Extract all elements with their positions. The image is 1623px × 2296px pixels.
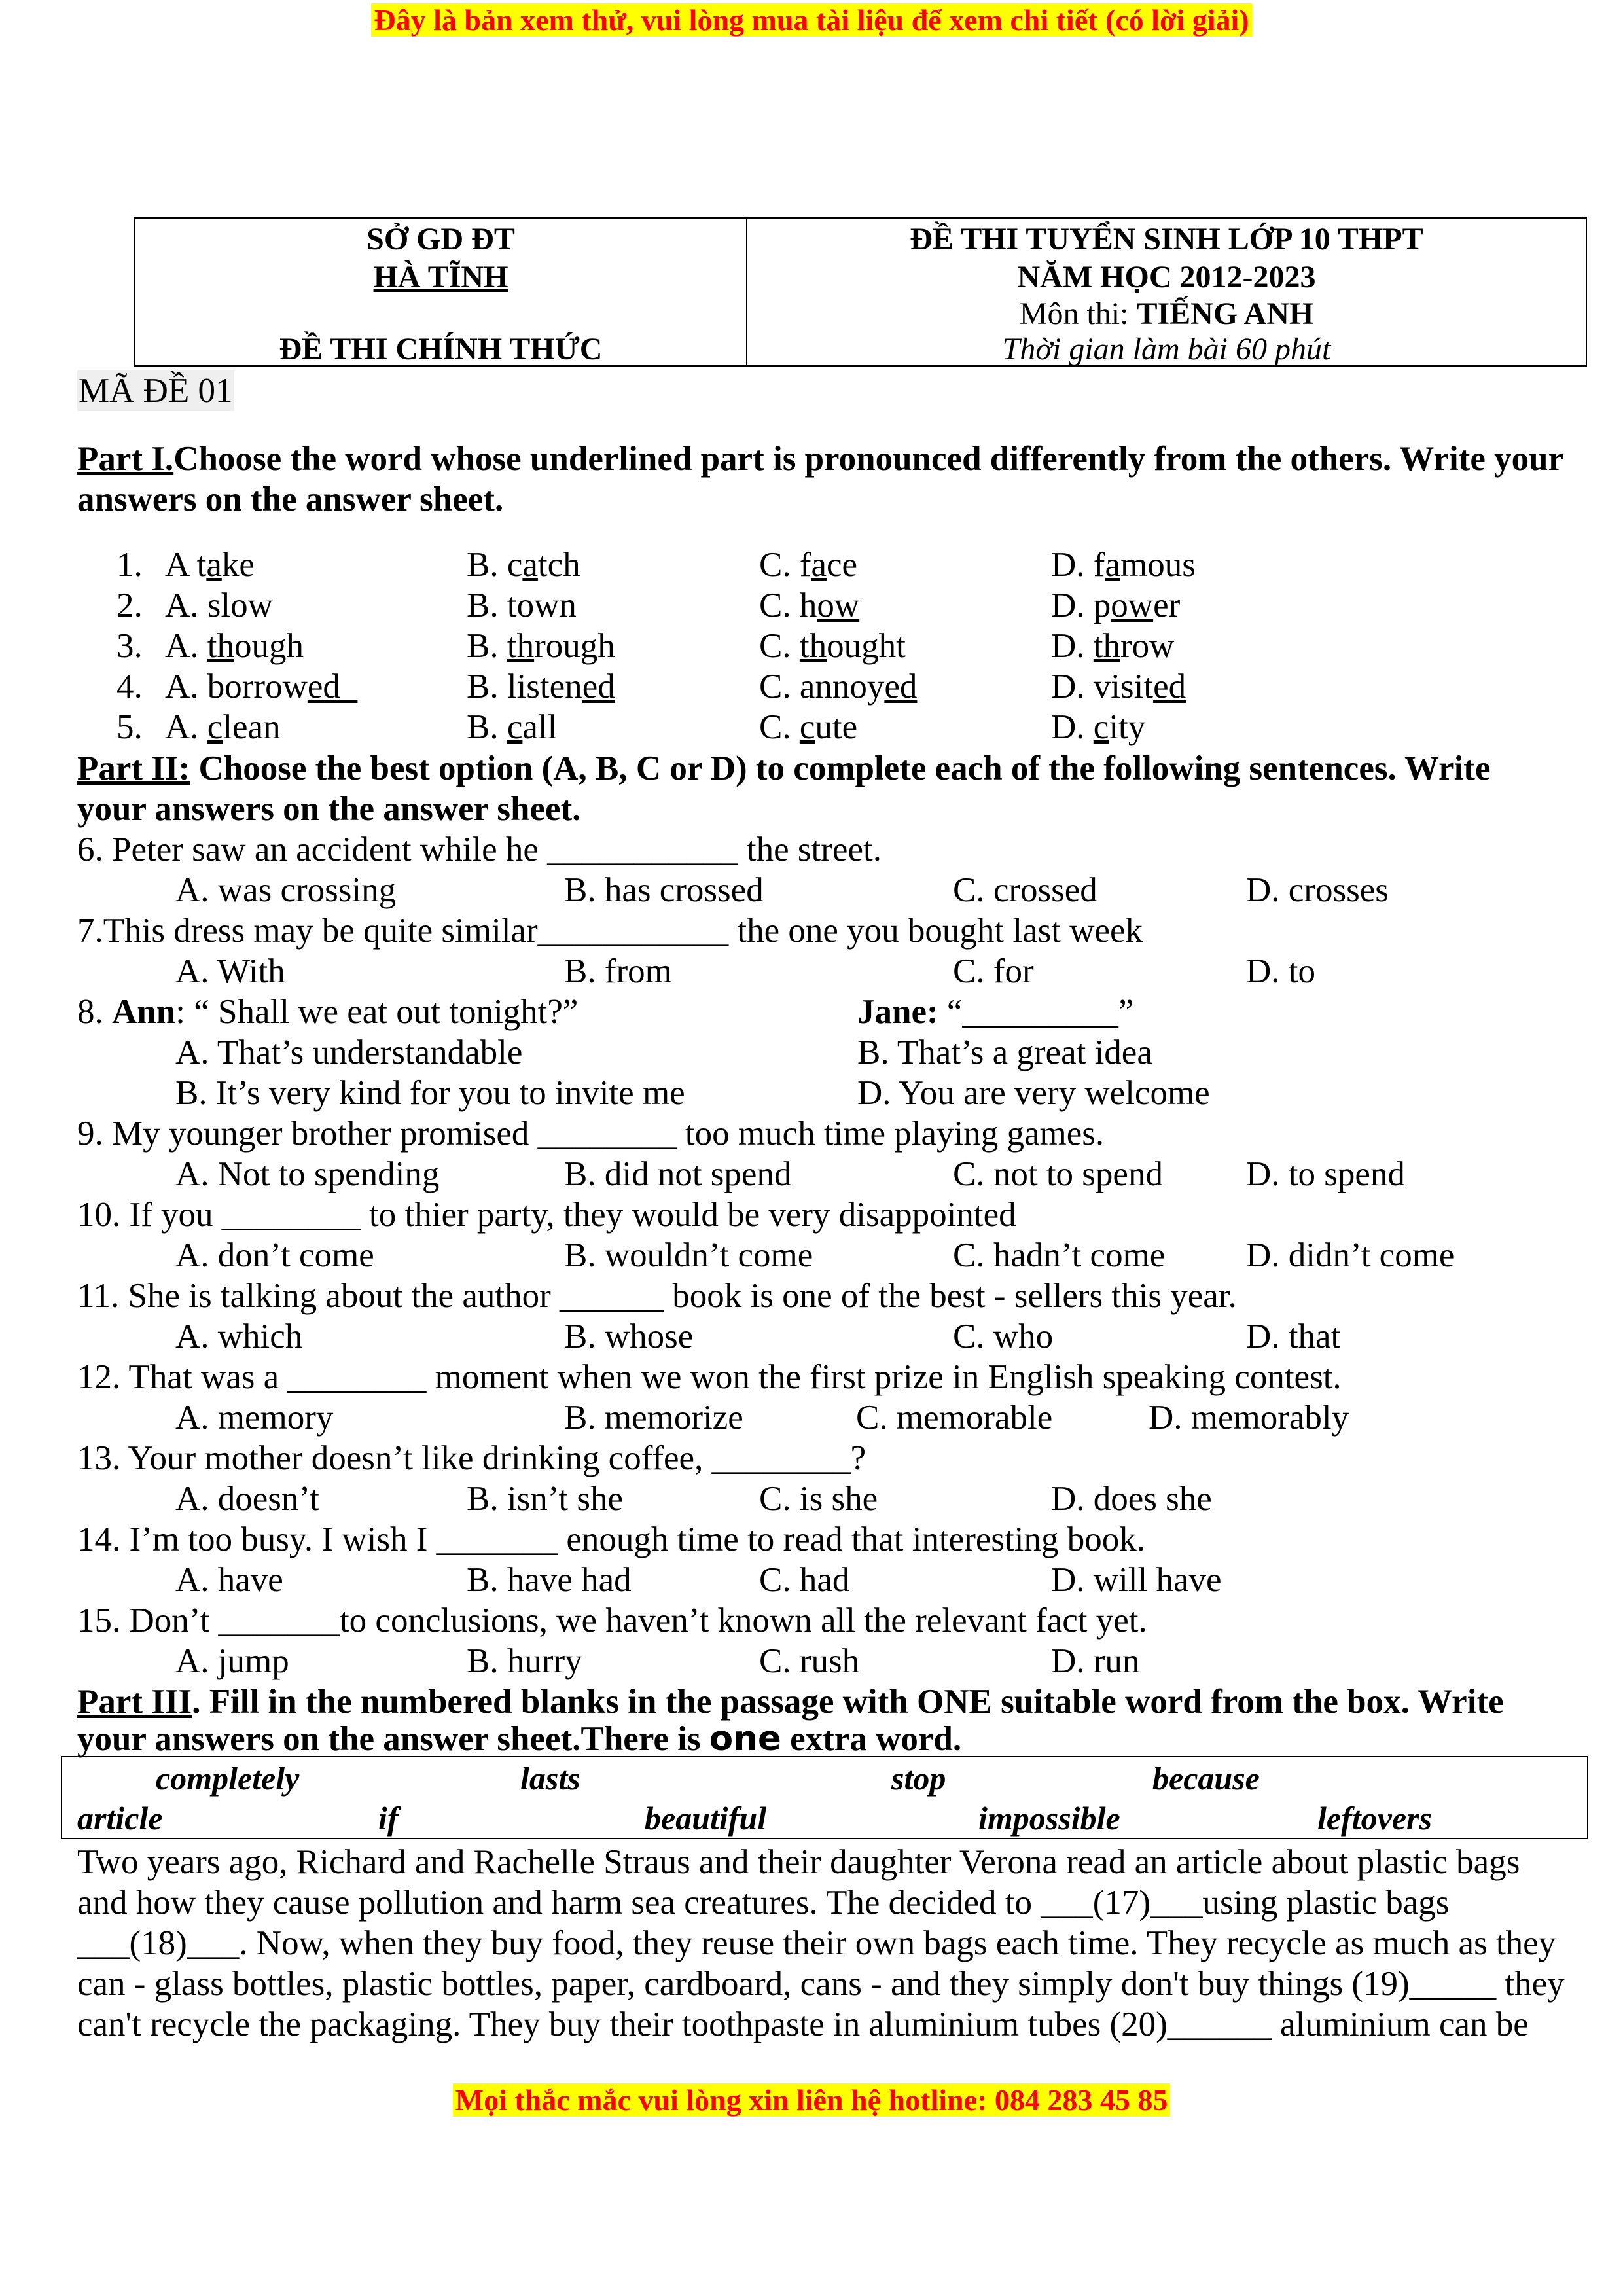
part1-question-number: 1. — [116, 546, 143, 584]
underlined-part: th — [507, 627, 535, 665]
question-8 — [77, 992, 578, 1032]
school-year: NĂM HỌC 2012-2023 — [1017, 260, 1316, 295]
underlined-part: a — [1105, 546, 1120, 584]
part1-q1-option-c — [759, 545, 857, 585]
exam-code: MÃ ĐỀ 01 — [79, 372, 233, 410]
question-15: 15. Don’t _______to conclusions, we haven’t known all the relevant fact yet. — [77, 1602, 1147, 1640]
q9-option-b: B. did not spend — [564, 1155, 792, 1193]
part1-q4-option-a — [165, 666, 357, 707]
q13-option-b: B. isn’t she — [467, 1480, 624, 1518]
option-text: A. slow — [165, 586, 273, 624]
province-name: HÀ TĨNH — [373, 260, 508, 295]
part1-instruction-1: Choose the word whose underlined part is pronounced differently from the others. Write your — [173, 440, 1564, 478]
option-text-rest: ke — [221, 546, 255, 584]
q14-option-a: A. have — [175, 1561, 283, 1599]
option-text-rest: ute — [815, 708, 858, 746]
part1-q3-option-c — [759, 626, 906, 666]
q7-option-b: B. from — [564, 952, 672, 990]
option-text: D. — [1051, 708, 1094, 746]
subject-label: Môn thi: — [1019, 296, 1137, 331]
part1-q3-option-b — [467, 626, 615, 666]
part3-instruction-2b: extra word. — [781, 1720, 962, 1758]
word-article: article — [77, 1800, 163, 1837]
q8-speaker-jane: Jane: — [857, 993, 938, 1031]
part1-q4-option-d — [1051, 666, 1186, 707]
part1-q3-option-a — [165, 626, 304, 666]
q13-option-a: A. doesn’t — [175, 1480, 319, 1518]
q6-option-c: C. crossed — [953, 871, 1097, 909]
q9-option-a: A. Not to spending — [175, 1155, 440, 1193]
option-text-rest: row — [1120, 627, 1175, 665]
hotline-banner — [0, 2083, 1623, 2117]
option-text: B. — [467, 708, 507, 746]
option-text: A. — [165, 708, 207, 746]
word-completely: completely — [156, 1760, 300, 1797]
part1-question-number: 3. — [116, 627, 143, 665]
option-text-rest: ought — [827, 627, 906, 665]
dept-name: SỞ GD ĐT — [366, 222, 515, 257]
part1-q1-option-b — [467, 545, 580, 585]
option-text: C. — [759, 708, 800, 746]
underlined-part: c — [799, 708, 815, 746]
word-because: because — [1152, 1760, 1260, 1797]
subject-line — [747, 296, 1586, 332]
q8-number: 8. — [77, 993, 112, 1031]
question-10: 10. If you ________ to thier party, they would be very disappointed — [77, 1196, 1016, 1234]
option-text: C. — [759, 627, 800, 665]
q8-jane-line — [857, 992, 1133, 1032]
q10-option-d: D. didn’t come — [1246, 1236, 1455, 1274]
q8-option-a: A. That’s understandable — [175, 1033, 523, 1071]
question-13: 13. Your mother doesn’t like drinking coffee, ________? — [77, 1439, 866, 1477]
part1-q5-option-d — [1051, 707, 1145, 747]
question-9: 9. My younger brother promised ________ too much time playing games. — [77, 1115, 1105, 1153]
part2-label: Part II: — [77, 749, 190, 787]
q15-option-c: C. rush — [759, 1642, 860, 1680]
part1-q5-option-b — [467, 707, 557, 747]
option-text: B. town — [467, 586, 577, 624]
q15-option-d: D. run — [1051, 1642, 1140, 1680]
q10-option-b: B. wouldn’t come — [564, 1236, 813, 1274]
option-text-rest: lean — [223, 708, 281, 746]
q9-option-c: C. not to spend — [953, 1155, 1163, 1193]
option-text: A. — [165, 627, 207, 665]
underlined-part: c — [207, 708, 223, 746]
option-text: C. h — [759, 586, 817, 624]
q15-option-a: A. jump — [175, 1642, 289, 1680]
q8-line-ann: : “ Shall we eat out tonight?” — [175, 993, 579, 1031]
q8-line-jane: “_________” — [938, 993, 1134, 1031]
q12-option-d: D. memorably — [1149, 1399, 1349, 1437]
word-beautiful: beautiful — [645, 1800, 767, 1837]
part1-q5-option-c — [759, 707, 857, 747]
part1-q5-option-a — [165, 707, 281, 747]
question-11: 11. She is talking about the author ______ book is one of the best - sellers this year. — [77, 1277, 1237, 1315]
q9-option-d: D. to spend — [1246, 1155, 1405, 1193]
hotline-banner-text: Mọi thắc mắc vui lòng xin liên hệ hotline: 084 283 45 85 — [453, 2083, 1171, 2117]
part1-q2-option-b — [467, 585, 577, 626]
option-text: B. — [467, 627, 507, 665]
part1-q2-option-d — [1051, 585, 1180, 626]
option-text: B. c — [467, 546, 523, 584]
option-text-rest: all — [522, 708, 558, 746]
underlined-part: ow — [1111, 586, 1154, 624]
option-text-rest: ough — [234, 627, 304, 665]
part2-instruction-1: Choose the best option (A, B, C or D) to complete each of the following sentences. Write — [190, 749, 1491, 787]
q7-option-c: C. for — [953, 952, 1034, 990]
underlined-part: c — [507, 708, 523, 746]
word-if: if — [378, 1800, 399, 1837]
option-text-rest: ce — [827, 546, 858, 584]
underlined-part: a — [522, 546, 538, 584]
q11-option-d: D. that — [1246, 1318, 1341, 1355]
q12-option-c: C. memorable — [856, 1399, 1053, 1437]
underlined-part: ed — [307, 668, 358, 706]
q6-option-b: B. has crossed — [564, 871, 764, 909]
underlined-part: ed — [884, 668, 918, 706]
subject-name: TIẾNG ANH — [1136, 296, 1314, 331]
option-text: D. f — [1051, 546, 1105, 584]
option-text-rest: rough — [534, 627, 615, 665]
part1-q2-option-a — [165, 585, 273, 626]
passage-line-4: can - glass bottles, plastic bottles, paper, cardboard, cans - and they simply don't buy things (19)_____ they — [77, 1965, 1565, 2003]
preview-banner — [0, 3, 1623, 37]
option-text: C. f — [759, 546, 812, 584]
question-14: 14. I’m too busy. I wish I _______ enough time to read that interesting book. — [77, 1520, 1145, 1558]
official-label: ĐỀ THI CHÍNH THỨC — [279, 332, 603, 367]
q11-option-b: B. whose — [564, 1318, 694, 1355]
part1-q1-option-d — [1051, 545, 1196, 585]
q13-option-d: D. does she — [1051, 1480, 1212, 1518]
part3-label: Part III — [77, 1683, 192, 1721]
q8-option-b: B. That’s a great idea — [857, 1033, 1152, 1071]
underlined-part: c — [1093, 708, 1109, 746]
word-box — [61, 1756, 1588, 1839]
passage-line-1: Two years ago, Richard and Rachelle Straus and their daughter Verona read an article about plastic bags — [77, 1843, 1520, 1881]
q8-speaker-ann: Ann — [112, 993, 176, 1031]
q13-option-c: C. is she — [759, 1480, 878, 1518]
part1-q4-option-c — [759, 666, 917, 707]
part2-instruction-2: your answers on the answer sheet. — [77, 790, 581, 828]
q14-option-c: C. had — [759, 1561, 850, 1599]
q6-option-a: A. was crossing — [175, 871, 397, 909]
part1-q1-option-a — [165, 545, 255, 585]
question-7: 7.This dress may be quite similar___________ the one you bought last week — [77, 912, 1143, 950]
q7-option-a: A. With — [175, 952, 285, 990]
q10-option-c: C. hadn’t come — [953, 1236, 1166, 1274]
part1-question-number: 5. — [116, 708, 143, 746]
q6-option-d: D. crosses — [1246, 871, 1389, 909]
word-leftovers: leftovers — [1317, 1800, 1432, 1837]
part3-instruction-2a: your answers on the answer sheet.There is — [77, 1720, 709, 1758]
underlined-part: a — [811, 546, 827, 584]
part1-q2-option-c — [759, 585, 859, 626]
q11-option-a: A. which — [175, 1318, 303, 1355]
option-text: C. annoy — [759, 668, 885, 706]
part3-heading — [77, 1681, 1596, 1722]
underlined-part: th — [207, 627, 235, 665]
question-12: 12. That was a ________ moment when we won the first prize in English speaking contest. — [77, 1358, 1342, 1396]
part2-heading — [77, 748, 1596, 789]
word-impossible: impossible — [978, 1800, 1120, 1837]
q7-option-d: D. to — [1246, 952, 1315, 990]
q14-option-b: B. have had — [467, 1561, 632, 1599]
part3-instruction-one: one — [709, 1719, 781, 1759]
q15-option-b: B. hurry — [467, 1642, 582, 1680]
underlined-part: ed — [1153, 668, 1186, 706]
option-text: A. borrow — [165, 668, 308, 706]
passage-line-2: and how they cause pollution and harm sea creatures. The decided to ___(17)___using plastic bags — [77, 1884, 1450, 1922]
underlined-part: th — [799, 627, 827, 665]
part1-question-number: 4. — [116, 668, 143, 706]
option-text: D. visit — [1051, 668, 1154, 706]
part1-q3-option-d — [1051, 626, 1174, 666]
part1-label: Part I. — [77, 440, 174, 478]
part3-instruction-2 — [77, 1719, 1596, 1759]
word-stop: stop — [891, 1760, 946, 1797]
header-left-cell — [135, 219, 747, 365]
option-text: D. — [1051, 627, 1094, 665]
option-text: D. p — [1051, 586, 1111, 624]
q10-option-a: A. don’t come — [175, 1236, 374, 1274]
q12-option-a: A. memory — [175, 1399, 334, 1437]
q11-option-c: C. who — [953, 1318, 1054, 1355]
word-lasts: lasts — [520, 1760, 580, 1797]
underlined-part: ed — [582, 668, 615, 706]
time-limit: Thời gian làm bài 60 phút — [1002, 332, 1331, 367]
part1-instruction-2: answers on the answer sheet. — [77, 480, 504, 518]
underlined-part: ow — [817, 586, 860, 624]
question-6: 6. Peter saw an accident while he ___________ the street. — [77, 831, 882, 869]
underlined-part: a — [206, 546, 222, 584]
option-text: B. listen — [467, 668, 582, 706]
part1-q4-option-b — [467, 666, 615, 707]
passage-line-3: ___(18)___. Now, when they buy food, they reuse their own bags each time. They recycle as much as they — [77, 1924, 1556, 1962]
option-text-rest: tch — [537, 546, 580, 584]
header-right-cell — [747, 219, 1586, 365]
part1-question-number: 2. — [116, 586, 143, 624]
underlined-part: th — [1093, 627, 1121, 665]
option-text: A t — [165, 546, 207, 584]
exam-header-table — [134, 217, 1587, 367]
q14-option-d: D. will have — [1051, 1561, 1222, 1599]
option-text-rest: mous — [1120, 546, 1196, 584]
preview-banner-text: Đây là bản xem thử, vui lòng mua tài liệu để xem chi tiết (có lời giải) — [371, 3, 1251, 37]
option-text-rest: ity — [1109, 708, 1146, 746]
exam-title: ĐỀ THI TUYỂN SINH LỚP 10 THPT — [910, 222, 1423, 257]
q8-option-c: B. It’s very kind for you to invite me — [175, 1074, 685, 1112]
q12-option-b: B. memorize — [564, 1399, 743, 1437]
q8-option-d: D. You are very welcome — [857, 1074, 1210, 1112]
part3-instruction-1: . Fill in the numbered blanks in the passage with ONE suitable word from the box. Write — [192, 1683, 1504, 1721]
passage-line-5: can't recycle the packaging. They buy their toothpaste in aluminium tubes (20)______ aluminium can be — [77, 2005, 1529, 2043]
option-text-rest: er — [1153, 586, 1181, 624]
part1-heading — [77, 439, 1596, 479]
